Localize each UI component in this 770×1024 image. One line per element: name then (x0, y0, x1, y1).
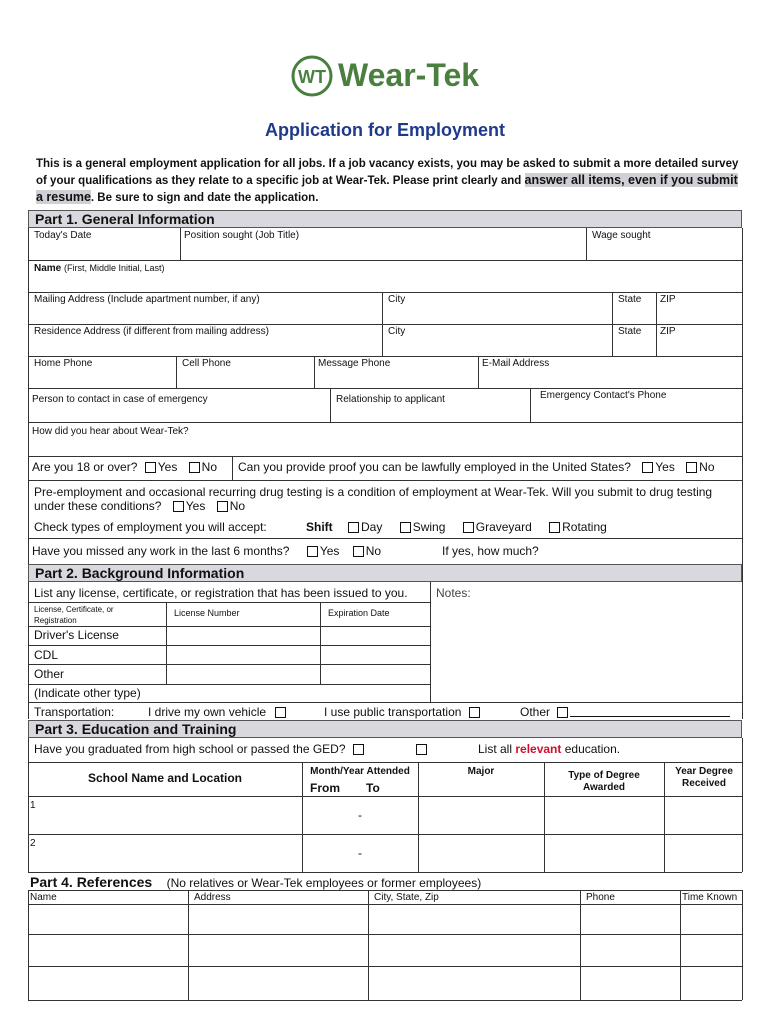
drug-yes-checkbox[interactable] (173, 501, 184, 512)
other-transport-option (520, 705, 730, 719)
hear-about-label: How did you hear about Wear-Tek? (32, 426, 189, 437)
license-column-header: License, Certificate, or Registration (34, 605, 114, 625)
cell-phone-label: Cell Phone (182, 358, 231, 369)
other-transport-checkbox[interactable] (557, 707, 568, 718)
intro-highlight: answer all items, even if you submit a resume (36, 173, 738, 204)
intro-part2: . Be sure to sign and date the application. (90, 192, 319, 204)
education-row-2-number: 2 (30, 838, 36, 849)
major-column-header: Major (467, 766, 495, 777)
drug-yes-label: Yes (185, 499, 206, 513)
public-transport-option (324, 705, 482, 719)
to-header: To (366, 781, 380, 795)
name-label-text: Name (34, 263, 62, 274)
mailing-address-label: Mailing Address (Include apartment number, if any) (34, 294, 260, 305)
list-all-text: List all (478, 742, 513, 756)
rotating-label: Rotating (562, 520, 607, 534)
proof-question-text: Can you provide proof you can be lawfully employed in the United States? (238, 460, 631, 474)
missed-no-checkbox[interactable] (353, 546, 364, 557)
part1-title: Part 1. General Information (35, 211, 215, 227)
part4-title: Part 4. References (30, 874, 153, 890)
day-label: Day (361, 520, 383, 534)
shift-options (306, 520, 607, 534)
age-question (32, 460, 217, 474)
company-logo (290, 52, 490, 100)
education-row-2-dash: - (358, 846, 362, 860)
graduated-no-option (416, 742, 429, 756)
mailing-zip-label: ZIP (660, 294, 676, 305)
graduated-text: Have you graduated from high school or passed the GED? (34, 742, 346, 756)
public-transport-label: I use public transportation (324, 705, 462, 719)
drive-own-checkbox[interactable] (275, 707, 286, 718)
drug-no-label: No (229, 499, 246, 513)
message-phone-label: Message Phone (318, 358, 391, 369)
age-yes-checkbox[interactable] (145, 462, 156, 473)
page-title: Application for Employment (264, 120, 505, 140)
part2-title: Part 2. Background Information (35, 565, 245, 581)
proof-no-checkbox[interactable] (686, 462, 697, 473)
proof-question (238, 460, 715, 474)
part3-title: Part 3. Education and Training (35, 721, 237, 737)
list-relevant (478, 742, 620, 756)
logo-mark-icon (290, 54, 334, 98)
notes-label: Notes: (436, 586, 471, 600)
age-question-text: Are you 18 or over? (32, 460, 138, 474)
graduated-question (34, 742, 366, 756)
graduated-no-checkbox[interactable] (416, 744, 427, 755)
swing-checkbox[interactable] (400, 522, 411, 533)
license-row-other: Other (34, 667, 65, 681)
missed-yes-label: Yes (319, 544, 340, 558)
school-column-header: School Name and Location (87, 771, 243, 785)
age-no-label: No (201, 460, 218, 474)
logo-text: Wear-Tek (338, 57, 480, 93)
part1-header (28, 210, 742, 228)
year-column-header: Year Degree Received (675, 766, 733, 789)
missed-work-text: Have you missed any work in the last 6 months? (32, 544, 290, 558)
rotating-checkbox[interactable] (549, 522, 560, 533)
other-transport-label: Other (520, 705, 551, 719)
residence-state-label: State (618, 326, 642, 337)
drive-own-option (148, 705, 288, 719)
residence-zip-label: ZIP (660, 326, 676, 337)
drug-test-text: Pre-employment and occasional recurring drug testing is a condition of employment at Wear-Tek. Will you submit to drug testing under these conditions? (34, 485, 713, 513)
ref-time-header: Time Known (682, 892, 738, 903)
residence-city-label: City (388, 326, 406, 337)
from-header: From (310, 781, 340, 795)
license-list-label: List any license, certificate, or registration that has been issued to you. (34, 586, 408, 600)
name-label (34, 262, 165, 275)
employment-types-label: Check types of employment you will accept: (34, 520, 267, 534)
drug-test-question (34, 485, 724, 513)
other-transport-blank[interactable] (570, 706, 730, 717)
relevant-text: relevant (515, 742, 562, 756)
graveyard-checkbox[interactable] (463, 522, 474, 533)
graduated-yes-checkbox[interactable] (353, 744, 364, 755)
license-number-column-header: License Number (174, 608, 240, 618)
emergency-contact-label: Person to contact in case of emergency (32, 394, 208, 405)
license-row-drivers: Driver's License (34, 628, 119, 642)
graveyard-label: Graveyard (475, 520, 532, 534)
proof-yes-checkbox[interactable] (642, 462, 653, 473)
degree-column-header: Type of Degree Awarded (568, 770, 640, 793)
proof-no-label: No (699, 460, 715, 474)
missed-yes-checkbox[interactable] (307, 546, 318, 557)
day-checkbox[interactable] (348, 522, 359, 533)
public-transport-checkbox[interactable] (469, 707, 480, 718)
todays-date-label: Today's Date (34, 230, 92, 241)
drug-no-checkbox[interactable] (217, 501, 228, 512)
svg-text:WT: WT (298, 67, 326, 87)
attended-column-header: Month/Year Attended (310, 766, 410, 777)
mailing-city-label: City (388, 294, 406, 305)
how-much-label: If yes, how much? (442, 544, 539, 558)
education-row-1-dash: - (358, 808, 362, 822)
proof-yes-label: Yes (655, 460, 675, 474)
ref-phone-header: Phone (586, 892, 615, 903)
education-row-1-number: 1 (30, 800, 36, 811)
swing-label: Swing (412, 520, 446, 534)
home-phone-label: Home Phone (34, 358, 93, 369)
part4-note: (No relatives or Wear-Tek employees or former employees) (166, 876, 482, 890)
age-yes-label: Yes (157, 460, 178, 474)
other-type-label: (Indicate other type) (34, 686, 141, 700)
intro-text (36, 156, 744, 206)
mailing-state-label: State (618, 294, 642, 305)
wage-label: Wage sought (592, 230, 651, 241)
drive-own-label: I drive my own vehicle (148, 705, 267, 719)
part2-header (28, 564, 742, 582)
intro-part1: This is a general employment application for all jobs. If a job vacancy exists, you may be asked to submit a more detailed survey of your qualifications as they relate to a specific job at Wear-Tek. Please print clearly and (36, 158, 739, 187)
relationship-label: Relationship to applicant (336, 394, 445, 405)
employment-types-row (34, 520, 267, 534)
ref-city-header: City, State, Zip (374, 892, 439, 903)
position-label: Position sought (Job Title) (184, 230, 300, 241)
transportation-label: Transportation: (34, 705, 115, 719)
name-hint: (First, Middle Initial, Last) (64, 263, 165, 273)
email-label: E-Mail Address (482, 358, 550, 369)
missed-work-question (32, 544, 381, 558)
transportation-row (34, 705, 114, 719)
expiration-column-header: Expiration Date (328, 608, 390, 618)
part3-header (28, 720, 742, 738)
education-text: education. (564, 742, 621, 756)
residence-address-label: Residence Address (if different from mailing address) (34, 326, 269, 337)
license-row-cdl: CDL (34, 648, 59, 662)
emergency-phone-label: Emergency Contact's Phone (540, 390, 667, 401)
missed-no-label: No (365, 544, 382, 558)
ref-name-header: Name (30, 892, 57, 903)
age-no-checkbox[interactable] (189, 462, 200, 473)
ref-address-header: Address (194, 892, 231, 903)
shift-label: Shift (306, 520, 333, 534)
